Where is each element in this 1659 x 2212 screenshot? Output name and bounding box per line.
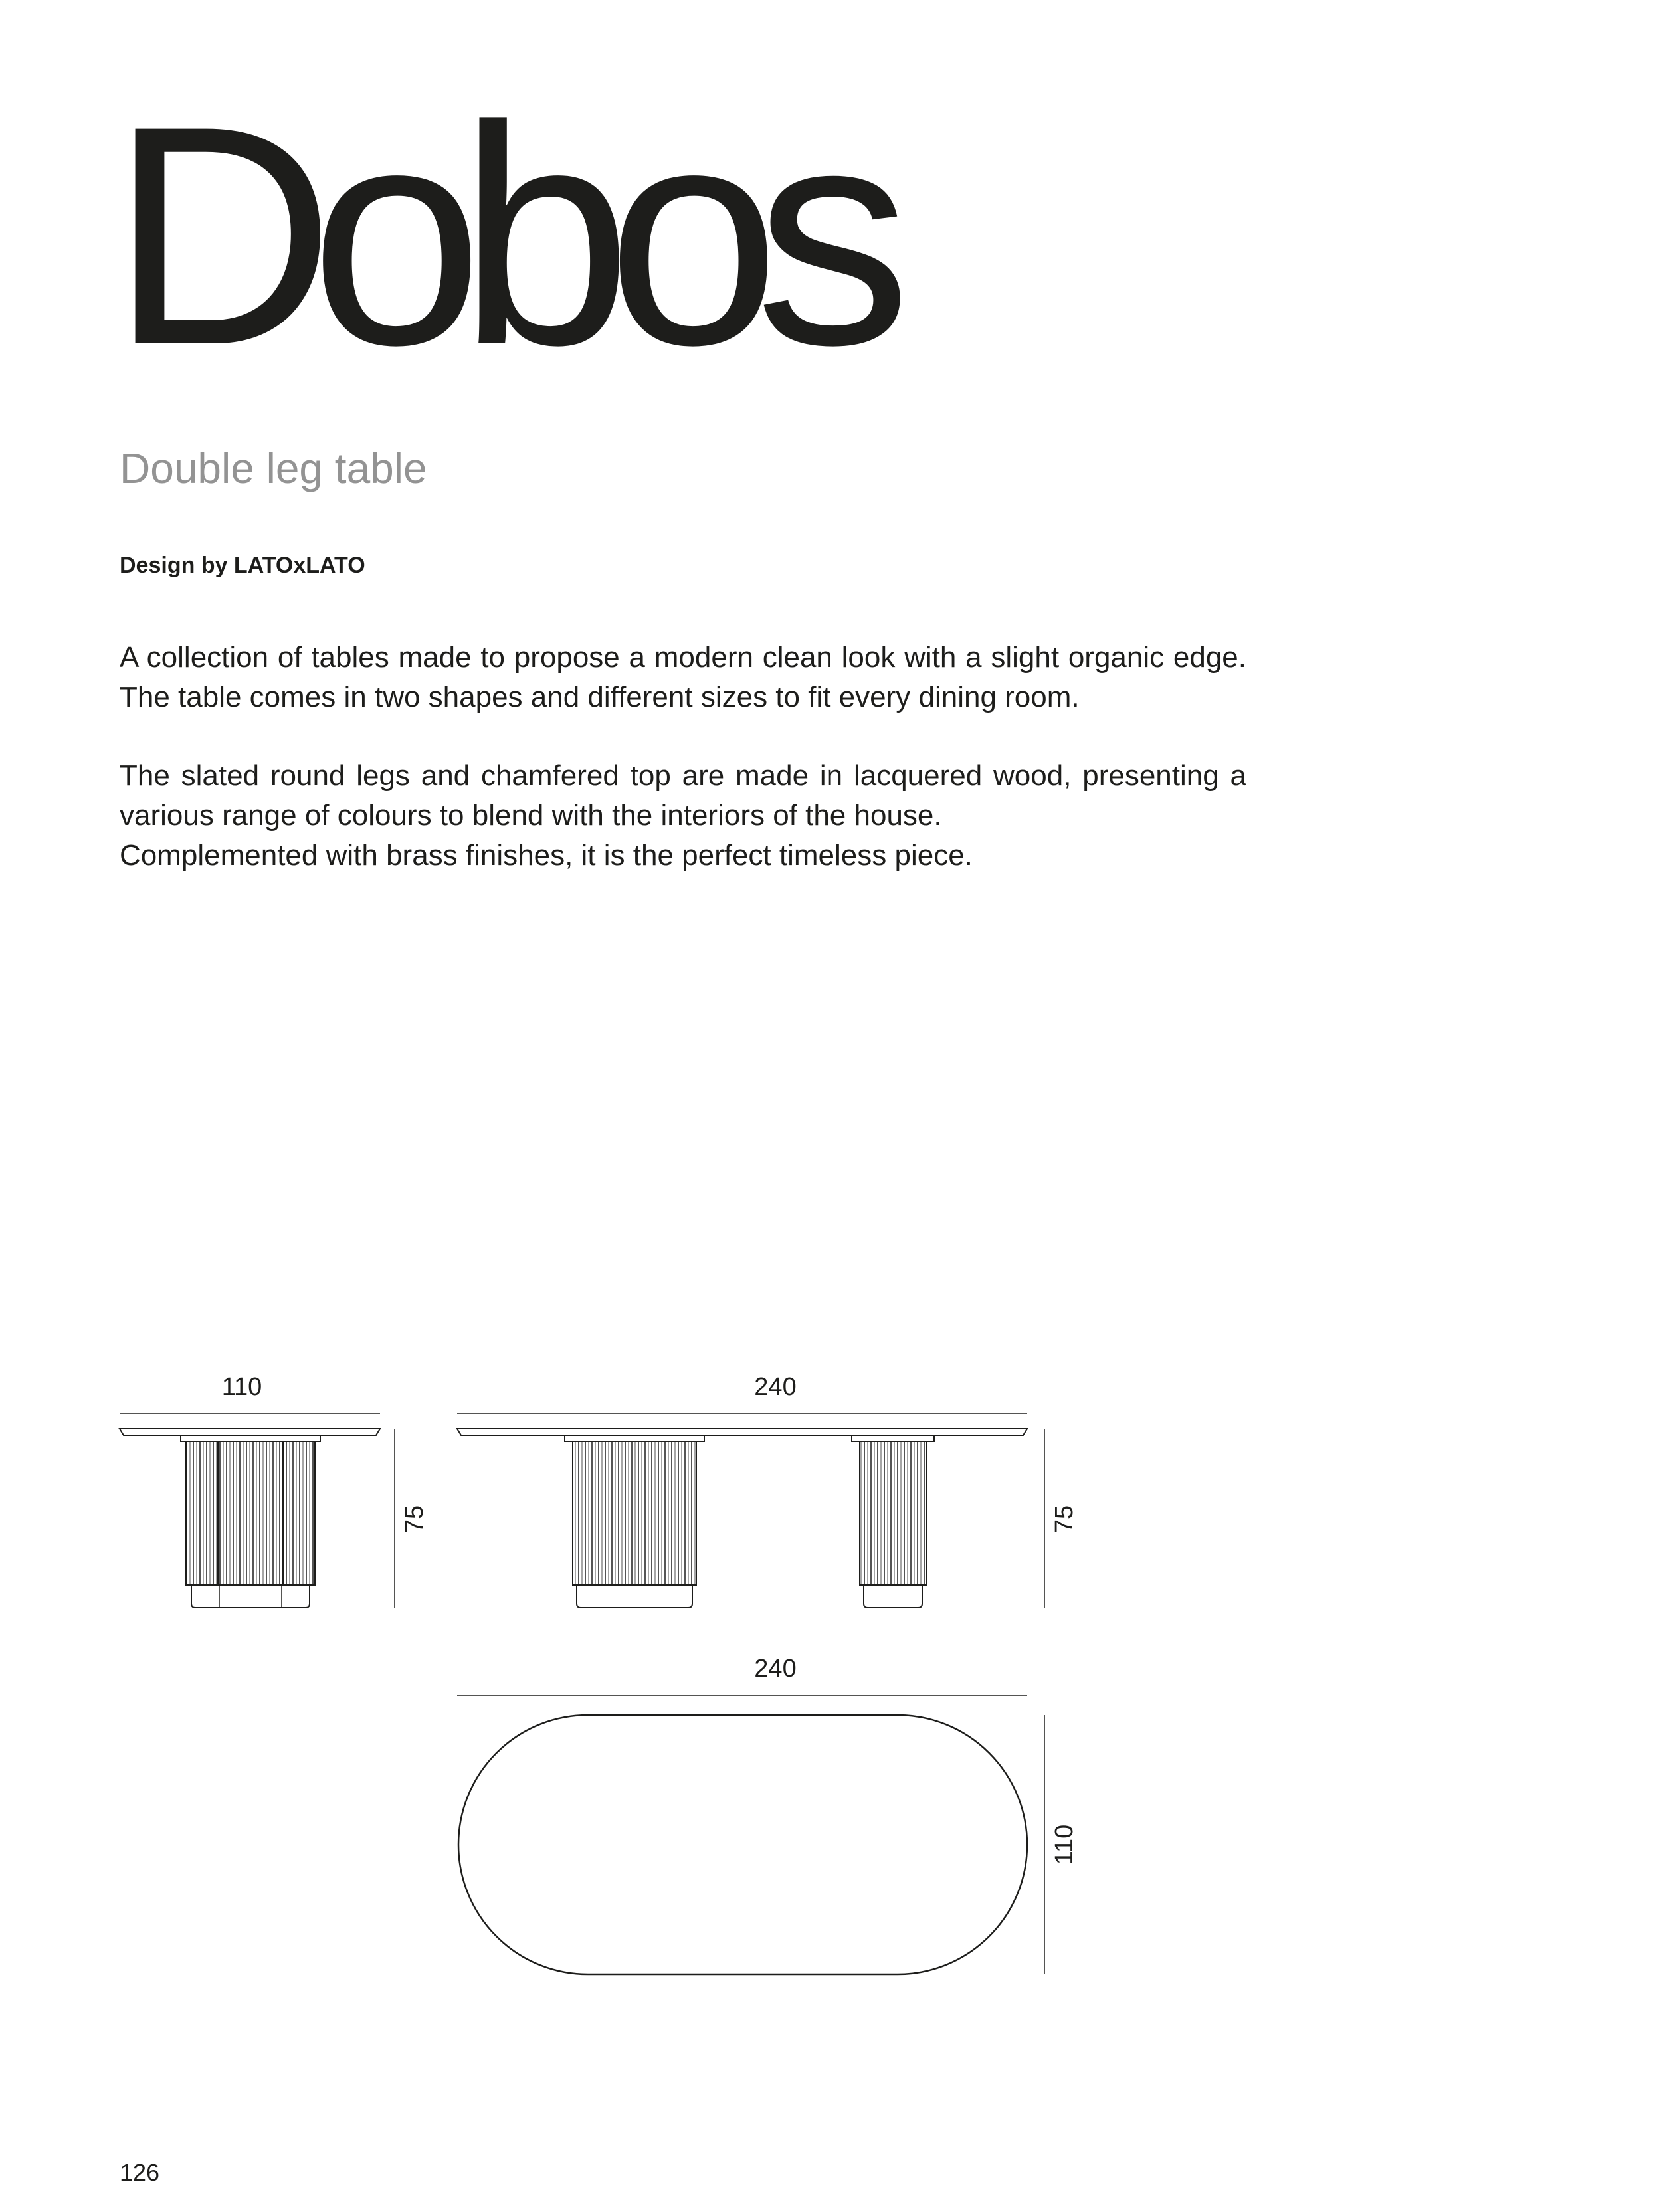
- top-length-label: 240: [754, 1655, 797, 1683]
- front-leg-base-small: [864, 1585, 922, 1608]
- front-leg-small: [860, 1441, 926, 1585]
- front-leg-cap-large: [565, 1435, 704, 1441]
- side-height-label: 75: [401, 1505, 429, 1534]
- side-leg-base: [191, 1585, 310, 1608]
- side-view: [120, 1373, 429, 1608]
- top-view-tabletop-outline: [458, 1715, 1027, 1974]
- description-line: Complemented with brass finishes, it is the perfect timeless piece.: [120, 839, 973, 872]
- product-subtitle: Double leg table: [120, 444, 427, 492]
- description-line: The table comes in two shapes and different sizes to fit every dining room.: [120, 681, 1080, 713]
- front-view: [457, 1373, 1078, 1608]
- top-view: [457, 1655, 1078, 1974]
- product-title: Dobos: [110, 61, 886, 410]
- description-line: A collection of tables made to propose a modern clean look with a slight organic edge.: [120, 641, 1246, 674]
- front-width-label: 240: [754, 1373, 797, 1401]
- top-width-label: 110: [1050, 1824, 1078, 1865]
- front-leg-base-large: [577, 1585, 692, 1608]
- front-height-label: 75: [1050, 1505, 1078, 1534]
- front-tabletop: [457, 1429, 1027, 1435]
- side-width-label: 110: [221, 1373, 262, 1401]
- description-line: various range of colours to blend with the interiors of the house.: [120, 799, 942, 832]
- side-leg: [186, 1441, 315, 1585]
- front-leg-cap-small: [852, 1435, 934, 1441]
- side-leg-cap: [181, 1435, 320, 1441]
- description-line: The slated round legs and chamfered top are made in lacquered wood, presenting a: [120, 759, 1246, 792]
- page-number: 126: [120, 2159, 160, 2186]
- design-credit: Design by LATOxLATO: [120, 553, 365, 578]
- side-tabletop: [120, 1429, 380, 1435]
- front-leg-large: [573, 1441, 696, 1585]
